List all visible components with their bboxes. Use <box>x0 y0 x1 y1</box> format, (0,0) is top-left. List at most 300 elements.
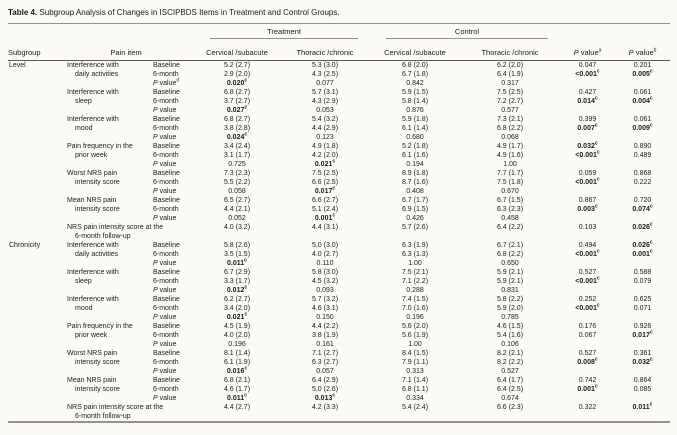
subgroup-cell <box>8 394 58 403</box>
subgroup-cell <box>8 331 58 340</box>
value-cell: 6.1 (1.4) <box>401 125 429 132</box>
value-cell: 4.2 (3.3) <box>311 404 339 411</box>
value-cell: 1.00 <box>408 341 422 348</box>
subgroup-cell <box>8 196 58 205</box>
value-cell <box>370 232 460 241</box>
row-label-cell: P value <box>153 368 177 375</box>
row-label-cell: P value$^d$ <box>153 77 180 87</box>
row-label-cell: 6-month <box>153 179 179 186</box>
value-cell: 5.0 (3.0) <box>311 242 339 249</box>
value-cell: 0.058 <box>228 188 246 195</box>
value-cell: 3.7 (2.7) <box>223 98 251 105</box>
value-cell: 5.6 (2.0) <box>401 323 429 330</box>
subgroup-cell: Level <box>9 62 26 69</box>
value-cell: 0.026$^c$ <box>632 221 653 231</box>
pain-item-cell <box>58 214 146 223</box>
value-cell <box>615 79 670 88</box>
value-cell <box>615 259 670 268</box>
value-cell: 0.001$^c$ <box>632 248 653 258</box>
value-cell: 0.061 <box>633 116 652 123</box>
col-header-subgroup: Subgroup <box>8 39 58 61</box>
value-cell: 0.106 <box>501 341 519 348</box>
col-header-treatment-thoracic: Thoracic /chronic <box>280 39 370 61</box>
value-cell: 6.5 (2.7) <box>223 197 251 204</box>
table-row <box>8 313 670 322</box>
value-cell: 3.8 (2.8) <box>223 125 251 132</box>
value-cell <box>615 160 670 169</box>
value-cell: 0.057 <box>316 368 334 375</box>
value-cell: 0.196 <box>406 314 424 321</box>
value-cell: <0.001$^c$ <box>575 275 600 285</box>
value-cell <box>615 286 670 295</box>
value-cell: 6.3 (2.7) <box>311 359 339 366</box>
pain-item-cell <box>58 160 146 169</box>
subgroup-cell <box>8 286 58 295</box>
subgroup-cell <box>8 259 58 268</box>
value-cell: 0.317 <box>501 80 519 87</box>
table-row <box>8 268 670 277</box>
table-row <box>8 223 670 232</box>
value-cell: 5.9 (1.5) <box>401 89 429 96</box>
value-cell: 0.867 <box>578 197 597 204</box>
value-cell: 5.8 (3.0) <box>311 269 339 276</box>
value-cell: 0.013$^c$ <box>314 392 336 402</box>
value-cell <box>460 232 560 241</box>
value-cell: 0.876 <box>406 107 424 114</box>
value-cell: 7.3 (2.1) <box>496 116 524 123</box>
value-cell: 0.527 <box>501 368 519 375</box>
value-cell <box>615 367 670 376</box>
value-cell <box>280 412 370 422</box>
pain-item-cell: Interference with <box>67 116 119 123</box>
value-cell <box>615 232 670 241</box>
value-cell: 5.9 (2.1) <box>496 278 524 285</box>
value-cell: 0.625 <box>633 296 652 303</box>
subgroup-cell <box>8 412 58 422</box>
row-label-cell: 6-month <box>153 98 179 105</box>
value-cell: 5.2 (2.7) <box>223 62 251 69</box>
value-cell <box>615 214 670 223</box>
row-label-cell: Baseline <box>153 197 180 204</box>
value-cell <box>194 232 280 241</box>
subgroup-cell <box>8 151 58 160</box>
row-label-cell: 6-month <box>153 332 179 339</box>
row-label-cell: P value <box>153 341 177 348</box>
pain-item-cell: Pain frequency in the <box>67 323 133 330</box>
pain-item-cell: prior week <box>75 332 108 339</box>
value-cell: 0.194 <box>406 161 424 168</box>
value-cell: 0.742 <box>578 377 597 384</box>
table-row <box>8 277 670 286</box>
table-row <box>8 196 670 205</box>
table-row <box>8 70 670 79</box>
row-label-cell: Baseline <box>153 116 180 123</box>
row-label-cell: Baseline <box>153 62 180 69</box>
row-label-cell: Baseline <box>153 143 180 150</box>
value-cell: 5.4 (2.4) <box>401 404 429 411</box>
value-cell: 0.577 <box>501 107 519 114</box>
subgroup-cell <box>8 106 58 115</box>
value-cell: 6.8 (2.7) <box>223 89 251 96</box>
value-cell: 4.3 (2.5) <box>311 71 339 78</box>
value-cell <box>615 340 670 349</box>
table-row <box>8 241 670 250</box>
row-label-cell: 6-month <box>153 278 179 285</box>
subgroup-cell: Chronicity <box>9 242 41 249</box>
pain-item-cell <box>58 340 146 349</box>
subgroup-cell <box>8 79 58 88</box>
col-header-pvalue-a: P value$^a$ <box>560 39 615 61</box>
value-cell <box>370 412 460 422</box>
value-cell: 4.9 (1.6) <box>496 152 524 159</box>
value-cell: 6.8 (2.2) <box>496 251 524 258</box>
table-row <box>8 385 670 394</box>
value-cell: 7.7 (1.7) <box>496 170 524 177</box>
control-group-header: Control <box>386 27 548 39</box>
value-cell: 4.9 (1.7) <box>496 143 524 150</box>
value-cell: 0.831 <box>501 287 519 294</box>
value-cell: 4.0 (2.0) <box>223 332 251 339</box>
pain-item-cell: daily activities <box>75 71 119 78</box>
value-cell: <0.001$^c$ <box>575 248 600 258</box>
value-cell: 5.7 (2.6) <box>401 224 429 231</box>
value-cell: 0.408 <box>406 188 424 195</box>
value-cell: 7.5 (2.5) <box>496 89 524 96</box>
value-cell: 4.4 (2.1) <box>223 206 251 213</box>
value-cell: <0.001$^c$ <box>575 149 600 159</box>
value-cell: 0.011$^c$ <box>227 392 247 402</box>
value-cell: 5.9 (2.0) <box>496 305 524 312</box>
pain-item-cell: prior week <box>75 152 108 159</box>
table-body <box>8 61 670 423</box>
subgroup-cell <box>8 88 58 97</box>
value-cell: 4.0 (3.2) <box>223 224 251 231</box>
treatment-group-header: Treatment <box>210 27 358 39</box>
table-row <box>8 115 670 124</box>
row-label-cell: P value <box>153 134 177 141</box>
value-cell: 6.6 (2.3) <box>496 404 524 411</box>
value-cell: 0.201 <box>633 62 652 69</box>
value-cell: 4.5 (1.9) <box>223 323 251 330</box>
value-cell <box>460 412 560 422</box>
row-label-cell: 6-month <box>153 206 179 213</box>
pain-item-cell: daily activities <box>75 251 119 258</box>
value-cell: 5.8 (2.2) <box>496 296 524 303</box>
pain-item-cell <box>58 394 146 403</box>
subgroup-cell <box>8 277 58 286</box>
row-label-cell: Baseline <box>153 89 180 96</box>
value-cell: 0.077 <box>316 80 334 87</box>
value-cell: 6.6 (2.5) <box>311 179 339 186</box>
col-header-pvalue-b: P value$^b$ <box>615 39 670 61</box>
value-cell: 0.494 <box>578 242 597 249</box>
pain-item-cell: sleep <box>75 98 92 105</box>
value-cell: 5.4 (1.6) <box>496 332 524 339</box>
value-cell <box>560 367 615 376</box>
value-cell: 5.6 (1.9) <box>401 332 429 339</box>
value-cell: 7.0 (1.6) <box>401 305 429 312</box>
value-cell <box>560 259 615 268</box>
value-cell: 0.093 <box>316 287 334 294</box>
value-cell: 0.361 <box>633 350 652 357</box>
value-cell: 4.9 (1.8) <box>311 143 339 150</box>
value-cell: 0.313 <box>406 368 424 375</box>
pain-item-cell: mood <box>75 125 93 132</box>
pain-item-cell <box>58 133 146 142</box>
value-cell: 0.074$^c$ <box>632 203 653 213</box>
value-cell: 0.674 <box>501 395 519 402</box>
table-row <box>8 61 670 71</box>
value-cell: <0.001$^c$ <box>575 302 600 312</box>
subgroup-cell <box>8 232 58 241</box>
value-cell: 0.103 <box>578 224 597 231</box>
table-row <box>8 178 670 187</box>
value-cell <box>560 160 615 169</box>
subgroup-cell <box>8 295 58 304</box>
subgroup-cell <box>8 304 58 313</box>
pain-item-cell: intensity score <box>75 359 120 366</box>
table-row <box>8 286 670 295</box>
value-cell: 0.427 <box>578 89 597 96</box>
value-cell: 0.868 <box>633 170 652 177</box>
subgroup-cell <box>8 124 58 133</box>
value-cell: 5.2 (1.8) <box>401 143 429 150</box>
table-row <box>8 79 670 88</box>
value-cell: 3.4 (2.4) <box>223 143 251 150</box>
row-label-cell: Baseline <box>153 350 180 357</box>
control-group-cell <box>370 24 560 40</box>
value-cell: 6.7 (2.9) <box>223 269 251 276</box>
group-header-row <box>8 24 670 40</box>
row-label-cell: P value <box>153 395 177 402</box>
value-cell: 1.00 <box>503 161 517 168</box>
row-label-cell: P value <box>153 314 177 321</box>
table-row <box>8 376 670 385</box>
value-cell: 0.176 <box>578 323 597 330</box>
table-row <box>8 151 670 160</box>
table-row <box>8 250 670 259</box>
value-cell: 0.021$^c$ <box>314 158 336 168</box>
column-header-row <box>8 39 670 61</box>
subgroup-cell <box>8 214 58 223</box>
row-label-cell: P value <box>153 161 177 168</box>
row-label-cell: 6-month <box>153 152 179 159</box>
table-row <box>8 187 670 196</box>
value-cell: 6.8 (2.7) <box>223 116 251 123</box>
row-label-cell: 6-month <box>153 305 179 312</box>
value-cell: 0.011$^c$ <box>227 257 247 267</box>
value-cell: 0.001$^c$ <box>577 383 598 393</box>
row-label-cell: P value <box>153 107 177 114</box>
pain-item-cell <box>58 106 146 115</box>
value-cell: 0.026$^c$ <box>632 239 653 249</box>
value-cell: 0.426 <box>406 215 424 222</box>
value-cell: 5.9 (2.1) <box>496 269 524 276</box>
value-cell: 0.489 <box>633 152 652 159</box>
table-row <box>8 349 670 358</box>
value-cell: <0.001$^c$ <box>575 68 600 78</box>
table-row <box>8 322 670 331</box>
value-cell <box>560 79 615 88</box>
subgroup-cell <box>8 169 58 178</box>
pain-item-cell: intensity score <box>75 386 120 393</box>
value-cell: 6.1 (1.6) <box>401 152 429 159</box>
value-cell <box>280 232 370 241</box>
value-cell: 0.650 <box>501 260 519 267</box>
value-cell: 4.3 (2.9) <box>311 98 339 105</box>
value-cell: <0.001$^c$ <box>575 176 600 186</box>
value-cell: 0.003$^c$ <box>577 203 598 213</box>
subgroup-cell <box>8 340 58 349</box>
pain-item-cell: Interference with <box>67 242 119 249</box>
value-cell: 3.3 (1.7) <box>223 278 251 285</box>
value-cell: 0.527 <box>578 350 597 357</box>
table-row <box>8 295 670 304</box>
value-cell: 0.053 <box>316 107 334 114</box>
value-cell <box>560 394 615 403</box>
pain-item-cell: intensity score <box>75 179 120 186</box>
value-cell: 6.1 (1.9) <box>223 359 251 366</box>
value-cell: 4.2 (2.0) <box>311 152 339 159</box>
row-label-cell: P value <box>153 287 177 294</box>
value-cell: 0.005$^c$ <box>632 68 653 78</box>
table-row <box>8 133 670 142</box>
pain-item-cell <box>58 313 146 322</box>
pain-item-cell: Pain frequency in the <box>67 143 133 150</box>
table-row <box>8 340 670 349</box>
value-cell: 0.926 <box>633 323 652 330</box>
value-cell: 6.4 (2.5) <box>496 386 524 393</box>
subgroup-cell <box>8 268 58 277</box>
value-cell: 0.008$^c$ <box>577 356 598 366</box>
subgroup-cell <box>8 205 58 214</box>
value-cell <box>560 133 615 142</box>
value-cell: 6.4 (1.7) <box>496 377 524 384</box>
table-row <box>8 160 670 169</box>
value-cell: 8.2 (2.2) <box>496 359 524 366</box>
value-cell <box>615 133 670 142</box>
value-cell <box>560 214 615 223</box>
value-cell: 0.725 <box>228 161 246 168</box>
value-cell: 6.8 (2.1) <box>223 377 251 384</box>
subgroup-cell <box>8 250 58 259</box>
value-cell: 6.7 (1.8) <box>401 71 429 78</box>
value-cell: 0.842 <box>406 80 424 87</box>
pain-item-cell: Interference with <box>67 62 119 69</box>
table-row <box>8 394 670 403</box>
value-cell <box>615 412 670 422</box>
value-cell: 0.670 <box>501 188 519 195</box>
treatment-group-cell <box>194 24 370 40</box>
table-row <box>8 412 670 422</box>
value-cell: 5.7 (3.2) <box>311 296 339 303</box>
value-cell: 5.4 (3.2) <box>311 116 339 123</box>
col-header-control-thoracic: Thoracic /chronic <box>460 39 560 61</box>
value-cell: 0.001$^c$ <box>314 212 336 222</box>
value-cell: 0.027$^c$ <box>226 104 248 114</box>
value-cell: 8.7 (1.6) <box>401 179 429 186</box>
value-cell: 3.4 (2.0) <box>223 305 251 312</box>
subgroup-analysis-table <box>8 23 670 423</box>
pain-item-cell: Interference with <box>67 269 119 276</box>
table-row <box>8 403 670 412</box>
value-cell: 6.3 (2.3) <box>496 206 524 213</box>
pain-item-cell <box>58 286 146 295</box>
pain-item-cell: mood <box>75 305 93 312</box>
row-label-cell: 6-month <box>153 359 179 366</box>
pain-item-cell: 6-month follow-up <box>75 233 131 240</box>
value-cell: 7.5 (1.8) <box>496 179 524 186</box>
subgroup-cell <box>8 97 58 106</box>
value-cell <box>615 313 670 322</box>
value-cell: 0.024$^c$ <box>226 131 248 141</box>
value-cell: 0.196 <box>228 341 246 348</box>
value-cell: 0.021$^c$ <box>226 311 248 321</box>
value-cell: 6.9 (1.5) <box>401 206 429 213</box>
table-row <box>8 232 670 241</box>
subgroup-cell <box>8 115 58 124</box>
value-cell: 0.322 <box>578 404 597 411</box>
value-cell: 7.2 (2.7) <box>496 98 524 105</box>
value-cell: 4.6 (1.5) <box>496 323 524 330</box>
value-cell: 0.222 <box>633 179 652 186</box>
subgroup-cell <box>8 178 58 187</box>
table-row <box>8 331 670 340</box>
value-cell: 8.1 (1.4) <box>223 350 251 357</box>
value-cell: 0.588 <box>633 269 652 276</box>
value-cell: 6.8 (2.2) <box>496 125 524 132</box>
value-cell: 0.012$^c$ <box>226 284 248 294</box>
row-label-cell: P value <box>153 260 177 267</box>
value-cell: 5.5 (2.2) <box>223 179 251 186</box>
value-cell: 0.071 <box>633 305 652 312</box>
row-label-cell: 6-month <box>153 251 179 258</box>
table-row <box>8 358 670 367</box>
value-cell: 6.7 (2.1) <box>496 242 524 249</box>
pain-item-cell: NRS pain intensity score at the <box>67 224 164 231</box>
subgroup-cell <box>8 403 58 412</box>
value-cell: 0.085 <box>633 386 652 393</box>
value-cell: 4.5 (3.2) <box>311 278 339 285</box>
pain-item-cell: NRS pain intensity score at the <box>67 404 164 411</box>
value-cell <box>560 340 615 349</box>
row-label-cell: Baseline <box>153 323 180 330</box>
subgroup-cell <box>8 322 58 331</box>
table-row <box>8 88 670 97</box>
value-cell: 3.1 (1.7) <box>223 152 251 159</box>
value-cell: 7.4 (1.5) <box>401 296 429 303</box>
value-cell: 0.007$^c$ <box>577 122 598 132</box>
value-cell: 0.032$^c$ <box>632 356 653 366</box>
value-cell: 0.016$^c$ <box>226 365 248 375</box>
value-cell: 7.5 (2.1) <box>401 269 429 276</box>
value-cell <box>194 412 280 422</box>
value-cell <box>560 286 615 295</box>
pain-item-cell <box>58 259 146 268</box>
subgroup-cell <box>8 349 58 358</box>
value-cell: 6.8 (2.0) <box>401 62 429 69</box>
value-cell: 0.785 <box>501 314 519 321</box>
value-cell: 0.110 <box>316 260 334 267</box>
value-cell <box>560 106 615 115</box>
subgroup-cell <box>8 313 58 322</box>
table-row <box>8 214 670 223</box>
subgroup-cell <box>8 358 58 367</box>
value-cell: 5.8 (2.6) <box>223 242 251 249</box>
value-cell: 6.4 (2.2) <box>496 224 524 231</box>
pain-item-cell <box>58 79 146 88</box>
value-cell: 0.068 <box>501 134 519 141</box>
